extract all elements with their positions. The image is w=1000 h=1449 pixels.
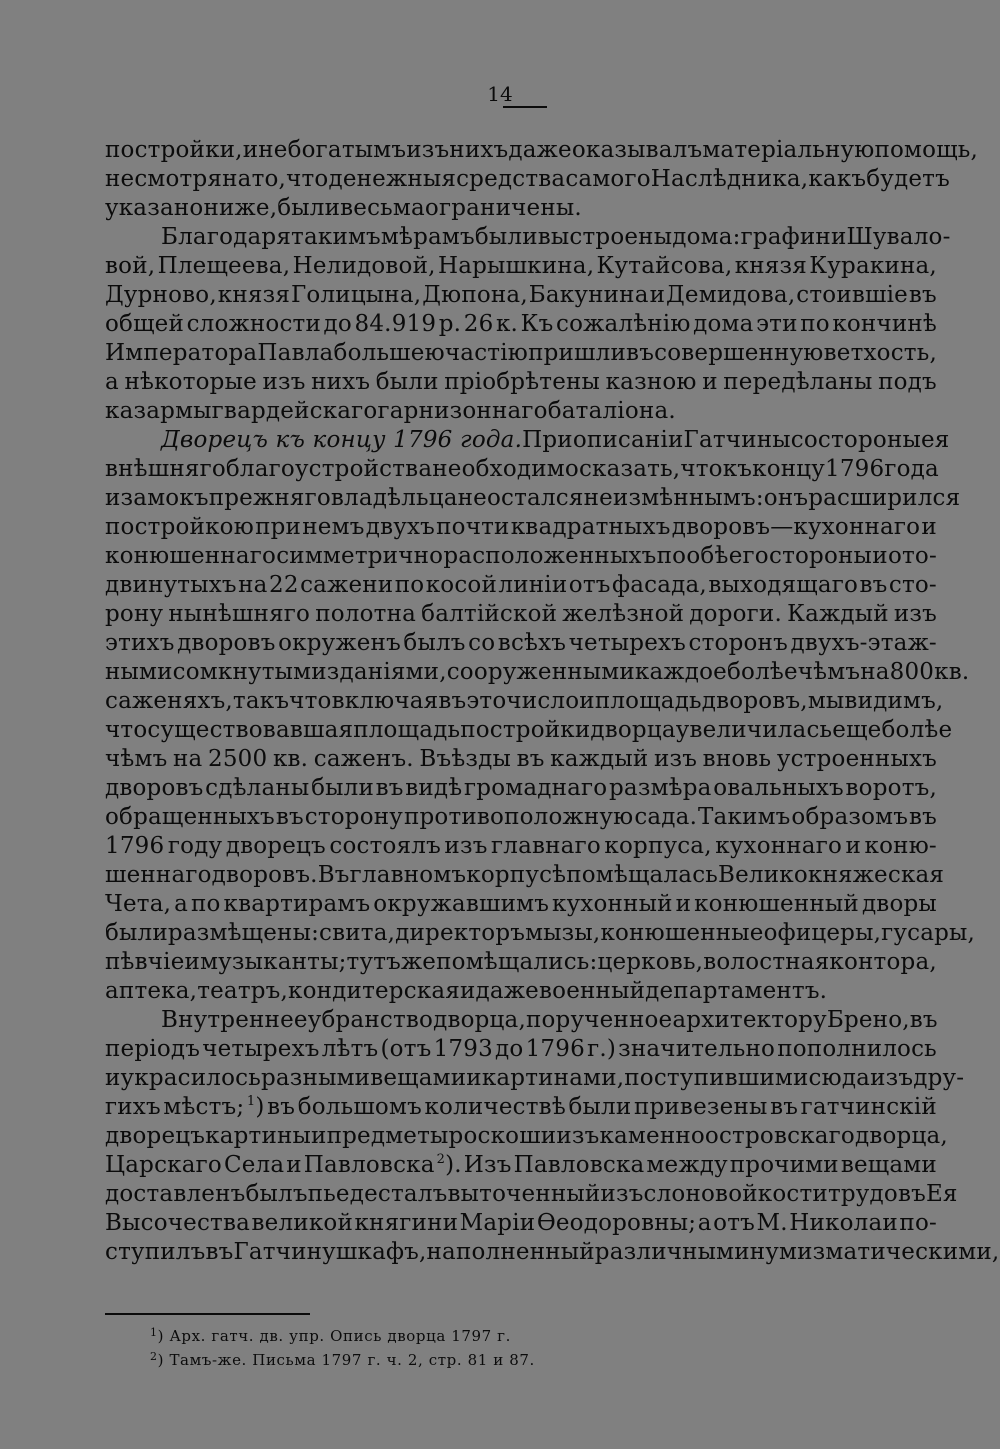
footnote-marker: 2	[150, 1350, 158, 1363]
text-line: саженяхъ, такъ что включая въ это число и площадь дворовъ, мы видимъ,	[105, 688, 944, 714]
text-line: Чета, а по квартирамъ окружавшимъ кухонный и конюшенный дворы	[105, 891, 937, 917]
text-line: двинутыхъ на 22 сажени по косой линіи отъ фасада, выходящаго въ сто-	[105, 572, 937, 598]
text-line: этихъ дворовъ окруженъ былъ со всѣхъ четырехъ сторонъ двухъ-этаж-	[105, 630, 937, 656]
text-line: ными сомкнутыми зданіями, сооруженными каждое болѣе чѣмъ на 800 кв.	[105, 659, 970, 685]
text-line: казармы гвардейскаго гарнизоннаго баталіона.	[105, 398, 676, 424]
footnote: $^1$) Арх. гатч. дв. упр. Опись дворца 1797 г.	[150, 1326, 511, 1345]
text-line: Благодаря такимъ мѣрамъ были выстроены дома: графини Шувало-	[161, 224, 951, 250]
text-line: ступилъ въ Гатчину шкафъ, наполненный различными нумизматическими,	[105, 1239, 1000, 1265]
paragraph	[105, 136, 979, 223]
text-line: чѣмъ на 2500 кв. саженъ. Въѣзды въ каждый изъ вновь устроенныхъ	[105, 746, 937, 772]
text-line: а нѣкоторые изъ нихъ были пріобрѣтены казною и передѣланы подъ	[105, 369, 937, 395]
text-line: дворовъ сдѣланы были въ видѣ громаднаго размѣра овальныхъ воротъ,	[105, 775, 937, 801]
footnote-ref: 1	[246, 1094, 256, 1109]
text-line: Царскаго Села и Павловска $^2$). Изъ Павловска между прочими вещами	[105, 1152, 937, 1178]
text-line: шеннаго дворовъ. Въ главномъ корпусѣ помѣщалась Великокняжеская	[105, 862, 945, 888]
text-line: Высочества великой княгини Маріи Ѳеодоровны; а отъ М. Николаи по-	[105, 1210, 937, 1236]
page-number-rule	[503, 106, 547, 108]
paragraph	[105, 426, 976, 1006]
text-line: періодъ четырехъ лѣтъ (отъ 1793 до 1796 г.) значительно пополнилось	[105, 1036, 937, 1062]
text-line: и украсилось разными вещами и картинами, поступившими сюда изъ дру-	[105, 1065, 965, 1091]
text-line: гихъ мѣстъ; $^1$) въ большомъ количествѣ были привезены въ гатчинскій	[105, 1094, 937, 1120]
text-line: Императора Павла большею частію пришли въ совершенную ветхость,	[105, 340, 937, 366]
section-heading: Дворецъ къ концу 1796 года.	[161, 427, 523, 453]
text-line: и замокъ прежняго владѣльца не остался неизмѣннымъ: онъ расширился	[105, 485, 961, 511]
text-line: общей сложности до 84.919 р. 26 к. Къ сожалѣнію дома эти по кончинѣ	[105, 311, 937, 337]
text-line: конюшеннаго симметрично расположенныхъ по обѣ его стороны и ото-	[105, 543, 937, 569]
text-line: рону нынѣшняго полотна балтійской желѣзной дороги. Каждый изъ	[105, 601, 937, 627]
text-line: были размѣщены: свита, директоръ мызы, конюшенные офицеры, гусары,	[105, 920, 976, 946]
paragraph	[105, 223, 951, 426]
text-line: Внутреннее убранство дворца, порученное архитектору Брено, въ	[161, 1007, 938, 1033]
footnote-rule	[105, 1313, 310, 1315]
page-number: 14	[487, 82, 513, 106]
text-line: указано ниже, были весьма ограничены.	[105, 195, 582, 221]
text-line: пѣвчіе и музыканты; тутъ же помѣщались: церковь, волостная контора,	[105, 949, 937, 975]
text-line: Дурново, князя Голицына, Дюпона, Бакунина и Демидова, стоившіе въ	[105, 282, 937, 308]
footnote: $^2$) Тамъ-же. Письма 1797 г. ч. 2, стр. 81 и 87.	[150, 1350, 535, 1369]
text-line: постройкою при немъ двухъ почти квадратныхъ дворовъ—кухоннаго и	[105, 514, 937, 540]
footnote-marker: 1	[150, 1326, 158, 1339]
text-line: аптека, театръ, кондитерская и даже военный департаментъ.	[105, 978, 828, 1004]
text-line: Дворецъ къ концу 1796 года. При описаніи Гатчины со стороны ея	[161, 427, 950, 453]
text-line: не смотря на то, что денежныя средства самого Наслѣдника, какъ будетъ	[105, 166, 950, 192]
text-line: постройки, и небогатымъ изъ нихъ даже оказывалъ матеріальную помощь,	[105, 137, 979, 163]
text-line: обращенныхъ въ сторону противоположную сада. Такимъ образомъ въ	[105, 804, 937, 830]
text-line: вой, Плещеева, Нелидовой, Нарышкина, Кутайсова, князя Куракина,	[105, 253, 937, 279]
text-line: внѣшняго благоустройства необходимо сказать, что къ концу 1796 года	[105, 456, 939, 482]
text-line: доставленъ былъ пьедесталъ выточенный изъ слоновой кости трудовъ Ея	[105, 1181, 958, 1207]
body-text	[105, 136, 1000, 1267]
footnote-ref: 2	[436, 1152, 446, 1167]
footnotes	[150, 1324, 850, 1372]
text-line: что существовавшая площадь постройки дворца увеличилась еще болѣе	[105, 717, 953, 743]
footnote-text: Арх. гатч. дв. упр. Опись дворца 1797 г.	[169, 1327, 511, 1345]
paragraph	[105, 1006, 1000, 1267]
footnote-text: Тамъ-же. Письма 1797 г. ч. 2, стр. 81 и 87.	[169, 1351, 535, 1369]
text-line: 1796 году дворецъ состоялъ изъ главнаго корпуса, кухоннаго и коню-	[105, 833, 937, 859]
text-line: дворецъ картины и предметы роскоши изъ каменноостровскаго дворца,	[105, 1123, 948, 1149]
